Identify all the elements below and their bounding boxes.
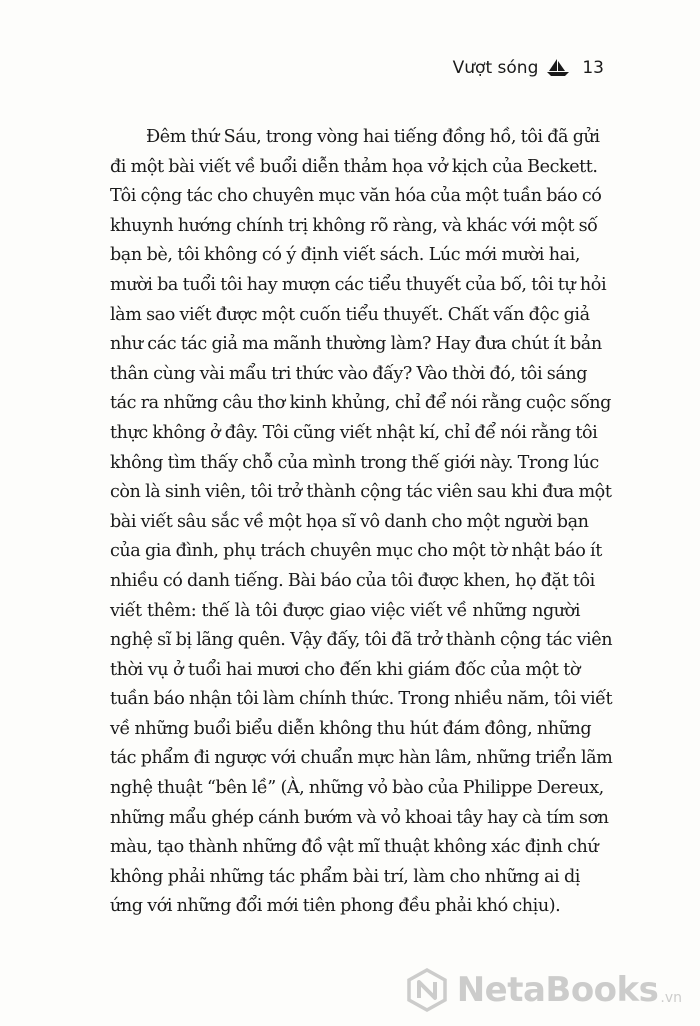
text-line: thực không ở đây. Tôi cũng viết nhật kí, chỉ để nói rằng tôi <box>110 422 598 443</box>
text-line: của gia đình, phụ trách chuyên mục cho một tờ nhật báo ít <box>110 541 602 562</box>
text-line: tác phẩm đi ngược với chuẩn mực hàn lâm, những triển lãm <box>110 748 613 769</box>
text-line: còn là sinh viên, tôi trở thành cộng tác viên sau khi đưa một <box>110 482 612 503</box>
text-line: nghệ sĩ bị lãng quên. Vậy đấy, tôi đã trở thành cộng tác viên <box>110 630 613 651</box>
text-line: viết thêm: thế là tôi được giao việc viết về những người <box>110 600 580 621</box>
running-title: Vượt sóng <box>452 58 539 78</box>
text-line: về những buổi biểu diễn không thu hút đám đông, những <box>110 718 592 739</box>
watermark-brand: NetaBooks <box>456 970 659 1010</box>
text-line: những mẩu ghép cánh bướm và vỏ khoai tây hay cà tím sơn <box>110 807 609 828</box>
text-line: không tìm thấy chỗ của mình trong thế giới này. Trong lúc <box>110 452 599 473</box>
text-line: nhiều có danh tiếng. Bài báo của tôi được khen, họ đặt tôi <box>110 570 595 591</box>
sailboat-icon <box>546 58 570 78</box>
text-line: Tôi cộng tác cho chuyên mục văn hóa của một tuần báo có <box>110 186 602 207</box>
page-number: 13 <box>582 58 604 78</box>
text-line: thời vụ ở tuổi hai mươi cho đến khi giám đốc của một tờ <box>110 659 580 680</box>
watermark-suffix: .vn <box>660 990 682 1006</box>
text-line: làm sao viết được một cuốn tiểu thuyết. Chất vấn độc giả <box>110 304 590 325</box>
text-line: không phải những tác phẩm bài trí, làm cho những ai dị <box>110 866 580 887</box>
text-line: màu, tạo thành những đồ vật mĩ thuật không xác định chứ <box>110 837 599 858</box>
netabooks-logo-icon <box>405 968 449 1012</box>
text-line: như các tác giả ma mãnh thường làm? Hay đưa chút ít bản <box>110 334 602 355</box>
text-line: tác ra những câu thơ kinh khủng, chỉ để nói rằng cuộc sống <box>110 393 611 414</box>
text-line: Đêm thứ Sáu, trong vòng hai tiếng đồng hồ, tôi đã gửi <box>146 127 600 147</box>
text-line: bạn bè, tôi không có ý định viết sách. Lúc mới mười hai, <box>110 245 580 266</box>
text-line: nghệ thuật “bên lề” (À, những vỏ bào của Philippe Dereux, <box>110 778 604 799</box>
body-paragraph <box>110 123 613 922</box>
text-line: ứng với những đổi mới tiên phong đều phải khó chịu). <box>110 896 561 917</box>
text-line: đi một bài viết về buổi diễn thảm họa vở kịch của Beckett. <box>110 156 598 177</box>
text-line: mười ba tuổi tôi hay mượn các tiểu thuyết của bố, tôi tự hỏi <box>110 274 607 295</box>
text-line: thân cùng vài mẩu tri thức vào đấy? Vào thời đó, tôi sáng <box>110 363 588 384</box>
running-head <box>453 58 604 78</box>
text-line: khuynh hướng chính trị không rõ ràng, và khác với một số <box>110 215 598 236</box>
text-line: bài viết sâu sắc về một họa sĩ vô danh cho một người bạn <box>110 511 589 532</box>
text-line: tuần báo nhận tôi làm chính thức. Trong nhiều năm, tôi viết <box>110 689 613 710</box>
watermark <box>405 968 682 1012</box>
